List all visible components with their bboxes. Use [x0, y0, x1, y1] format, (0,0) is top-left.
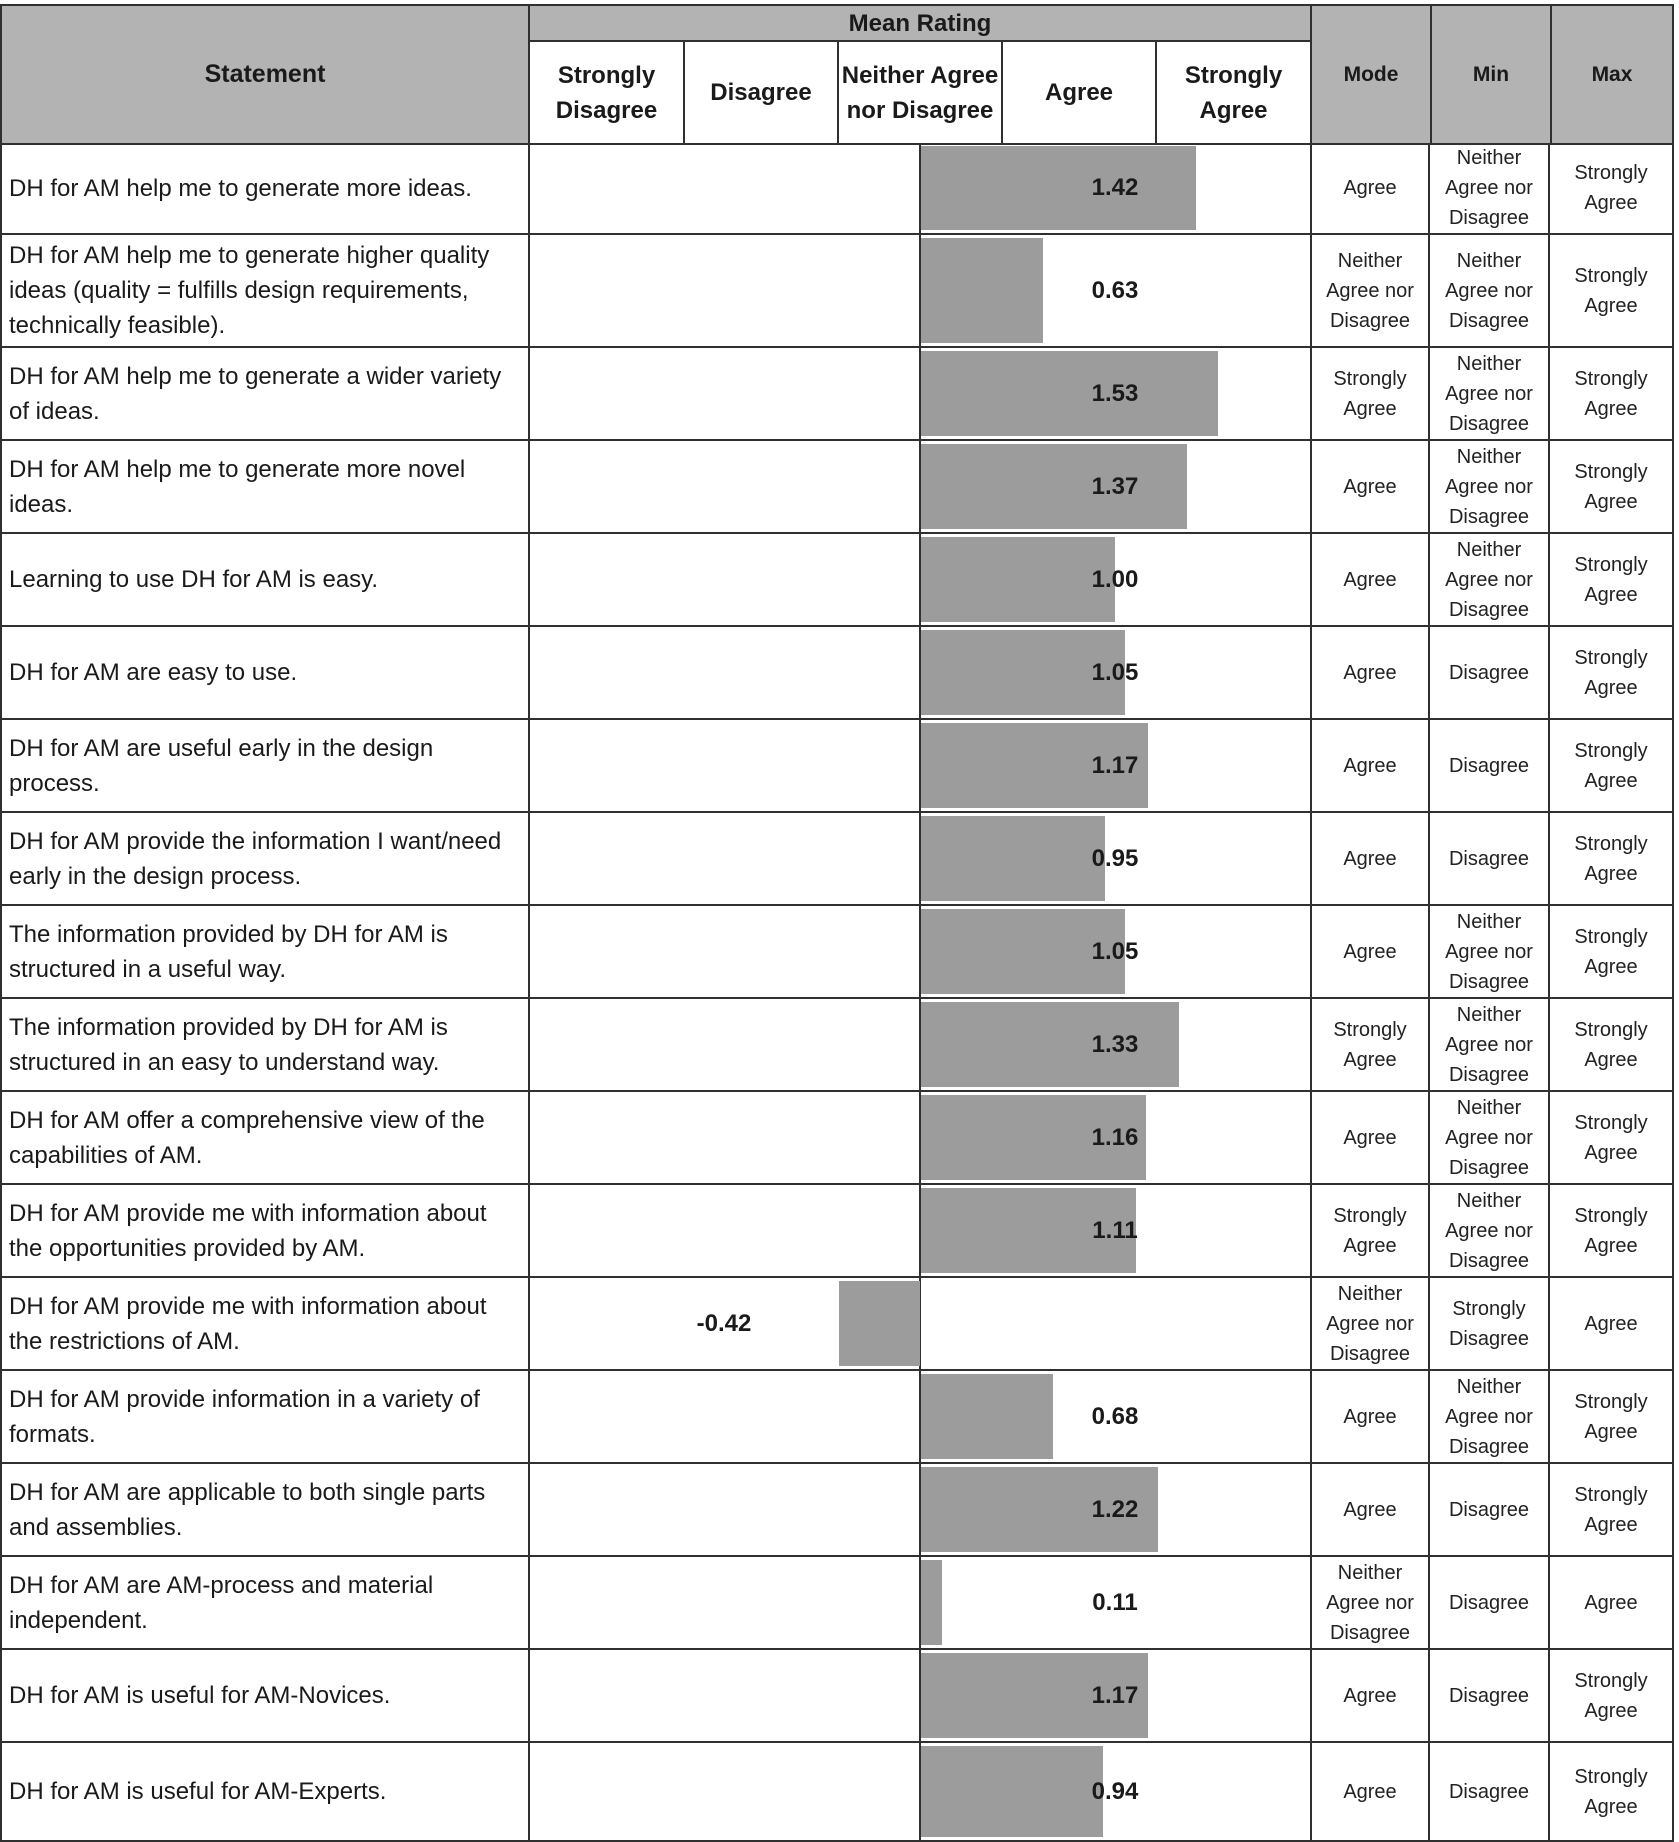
- header-level-strongly-disagree: Strongly Disagree: [528, 40, 685, 145]
- table-row: [0, 906, 1679, 999]
- bar-cell: [528, 627, 1312, 720]
- bar-cell: [528, 813, 1312, 906]
- mean-bar: [921, 238, 1043, 343]
- statement-cell: DH for AM provide information in a variety of formats.: [0, 1371, 530, 1464]
- max-cell: Strongly Agree: [1550, 999, 1674, 1092]
- min-cell: Disagree: [1430, 1650, 1550, 1743]
- bar-cell: [528, 999, 1312, 1092]
- header-mean-rating: Mean Rating: [528, 4, 1312, 42]
- mode-cell: Agree: [1310, 627, 1430, 720]
- statement-cell: DH for AM are useful early in the design process.: [0, 720, 530, 813]
- header-level-agree: Agree: [1001, 40, 1157, 145]
- mode-cell: Agree: [1310, 906, 1430, 999]
- max-cell: Strongly Agree: [1550, 441, 1674, 534]
- max-cell: Strongly Agree: [1550, 906, 1674, 999]
- mode-cell: Strongly Agree: [1310, 348, 1430, 441]
- min-cell: Neither Agree nor Disagree: [1430, 534, 1550, 627]
- mode-cell: Agree: [1310, 1650, 1430, 1743]
- mean-value-label: -0.42: [696, 1309, 752, 1337]
- mean-value-label: 0.68: [1091, 1402, 1139, 1430]
- statement-cell: Learning to use DH for AM is easy.: [0, 534, 530, 627]
- mode-cell: Neither Agree nor Disagree: [1310, 1278, 1430, 1371]
- table-row: [0, 348, 1679, 441]
- mean-value-label: 1.53: [1091, 379, 1139, 407]
- table-row: [0, 235, 1679, 348]
- bar-cell: [528, 1278, 1312, 1371]
- statement-cell: DH for AM help me to generate higher quality ideas (quality = fulfills design requirements, technically feasible).: [0, 235, 530, 348]
- max-cell: Strongly Agree: [1550, 627, 1674, 720]
- bar-cell: [528, 1557, 1312, 1650]
- mode-cell: Strongly Agree: [1310, 999, 1430, 1092]
- header-mode: Mode: [1310, 4, 1432, 145]
- bar-cell: [528, 441, 1312, 534]
- statement-cell: DH for AM help me to generate a wider variety of ideas.: [0, 348, 530, 441]
- bar-cell: [528, 534, 1312, 627]
- min-cell: Disagree: [1430, 813, 1550, 906]
- table-row: [0, 720, 1679, 813]
- statement-cell: DH for AM help me to generate more novel ideas.: [0, 441, 530, 534]
- header-statement: Statement: [0, 4, 530, 145]
- max-cell: Strongly Agree: [1550, 1371, 1674, 1464]
- table-row: [0, 1092, 1679, 1185]
- max-cell: Agree: [1550, 1557, 1674, 1650]
- table-row: [0, 1557, 1679, 1650]
- min-cell: Neither Agree nor Disagree: [1430, 1092, 1550, 1185]
- table-row: [0, 1743, 1679, 1842]
- statement-cell: DH for AM provide the information I want/need early in the design process.: [0, 813, 530, 906]
- bar-cell: [528, 235, 1312, 348]
- statement-cell: DH for AM is useful for AM-Novices.: [0, 1650, 530, 1743]
- max-cell: Strongly Agree: [1550, 1092, 1674, 1185]
- min-cell: Neither Agree nor Disagree: [1430, 143, 1550, 235]
- min-cell: Disagree: [1430, 720, 1550, 813]
- max-cell: Strongly Agree: [1550, 813, 1674, 906]
- mean-value-label: 0.95: [1091, 844, 1139, 872]
- mode-cell: Neither Agree nor Disagree: [1310, 1557, 1430, 1650]
- mean-value-label: 1.22: [1091, 1495, 1139, 1523]
- mode-cell: Agree: [1310, 143, 1430, 235]
- table-row: [0, 534, 1679, 627]
- table-row: [0, 441, 1679, 534]
- table-row: [0, 1464, 1679, 1557]
- statement-cell: DH for AM are applicable to both single parts and assemblies.: [0, 1464, 530, 1557]
- min-cell: Neither Agree nor Disagree: [1430, 348, 1550, 441]
- header-level-strongly-agree: Strongly Agree: [1155, 40, 1312, 145]
- mode-cell: Agree: [1310, 1371, 1430, 1464]
- statement-cell: DH for AM are AM-process and material independent.: [0, 1557, 530, 1650]
- table-row: [0, 999, 1679, 1092]
- mean-bar: [839, 1281, 920, 1366]
- bar-cell: [528, 720, 1312, 813]
- bar-cell: [528, 1092, 1312, 1185]
- mean-value-label: 1.42: [1091, 174, 1139, 201]
- mean-value-label: 1.37: [1091, 472, 1139, 500]
- bar-cell: [528, 1650, 1312, 1743]
- statement-cell: The information provided by DH for AM is structured in an easy to understand way.: [0, 999, 530, 1092]
- bar-cell: [528, 1371, 1312, 1464]
- mean-value-label: 1.05: [1091, 658, 1139, 686]
- statement-cell: DH for AM are easy to use.: [0, 627, 530, 720]
- mean-value-label: 1.05: [1091, 937, 1139, 965]
- mean-value-label: 1.11: [1092, 1216, 1138, 1244]
- mean-value-label: 1.17: [1091, 1681, 1139, 1709]
- mode-cell: Agree: [1310, 813, 1430, 906]
- mode-cell: Strongly Agree: [1310, 1185, 1430, 1278]
- table-row: [0, 143, 1679, 235]
- min-cell: Disagree: [1430, 1557, 1550, 1650]
- mode-cell: Neither Agree nor Disagree: [1310, 235, 1430, 348]
- mean-value-label: 1.33: [1091, 1030, 1139, 1058]
- max-cell: Strongly Agree: [1550, 348, 1674, 441]
- min-cell: Disagree: [1430, 1464, 1550, 1557]
- header-max: Max: [1550, 4, 1674, 145]
- mean-bar: [921, 1374, 1053, 1459]
- max-cell: Strongly Agree: [1550, 235, 1674, 348]
- table-row: [0, 1185, 1679, 1278]
- mean-value-label: 0.63: [1091, 276, 1139, 304]
- max-cell: Strongly Agree: [1550, 1464, 1674, 1557]
- max-cell: Strongly Agree: [1550, 534, 1674, 627]
- header-level-disagree: Disagree: [683, 40, 839, 145]
- min-cell: Neither Agree nor Disagree: [1430, 1371, 1550, 1464]
- bar-cell: [528, 1185, 1312, 1278]
- statement-cell: DH for AM offer a comprehensive view of the capabilities of AM.: [0, 1092, 530, 1185]
- min-cell: Neither Agree nor Disagree: [1430, 235, 1550, 348]
- max-cell: Strongly Agree: [1550, 143, 1674, 235]
- table-row: [0, 1371, 1679, 1464]
- min-cell: Neither Agree nor Disagree: [1430, 1185, 1550, 1278]
- bar-cell: [528, 906, 1312, 999]
- min-cell: Neither Agree nor Disagree: [1430, 999, 1550, 1092]
- max-cell: Strongly Agree: [1550, 1743, 1674, 1842]
- bar-cell: [528, 1743, 1312, 1842]
- mode-cell: Agree: [1310, 534, 1430, 627]
- min-cell: Strongly Disagree: [1430, 1278, 1550, 1371]
- min-cell: Disagree: [1430, 627, 1550, 720]
- max-cell: Strongly Agree: [1550, 1185, 1674, 1278]
- mean-value-label: 0.94: [1091, 1777, 1139, 1805]
- max-cell: Strongly Agree: [1550, 720, 1674, 813]
- mean-value-label: 1.00: [1091, 565, 1139, 593]
- min-cell: Disagree: [1430, 1743, 1550, 1842]
- mode-cell: Agree: [1310, 1464, 1430, 1557]
- statement-cell: DH for AM is useful for AM-Experts.: [0, 1743, 530, 1842]
- statement-cell: The information provided by DH for AM is structured in a useful way.: [0, 906, 530, 999]
- statement-cell: DH for AM provide me with information about the restrictions of AM.: [0, 1278, 530, 1371]
- mean-value-label: 0.11: [1092, 1588, 1138, 1616]
- table-row: [0, 813, 1679, 906]
- mode-cell: Agree: [1310, 720, 1430, 813]
- bar-cell: [528, 348, 1312, 441]
- mode-cell: Agree: [1310, 441, 1430, 534]
- mean-bar: [921, 1560, 942, 1645]
- statement-cell: DH for AM help me to generate more ideas.: [0, 143, 530, 235]
- bar-cell: [528, 1464, 1312, 1557]
- bar-cell: [528, 143, 1312, 235]
- statement-cell: DH for AM provide me with information about the opportunities provided by AM.: [0, 1185, 530, 1278]
- table-row: [0, 1650, 1679, 1743]
- max-cell: Strongly Agree: [1550, 1650, 1674, 1743]
- mean-value-label: 1.16: [1091, 1123, 1139, 1151]
- min-cell: Neither Agree nor Disagree: [1430, 906, 1550, 999]
- max-cell: Agree: [1550, 1278, 1674, 1371]
- mean-value-label: 1.17: [1091, 751, 1139, 779]
- mode-cell: Agree: [1310, 1092, 1430, 1185]
- min-cell: Neither Agree nor Disagree: [1430, 441, 1550, 534]
- table-row: [0, 627, 1679, 720]
- header-min: Min: [1430, 4, 1552, 145]
- table-row: [0, 1278, 1679, 1371]
- mode-cell: Agree: [1310, 1743, 1430, 1842]
- header-level-neither: Neither Agree nor Disagree: [837, 40, 1003, 145]
